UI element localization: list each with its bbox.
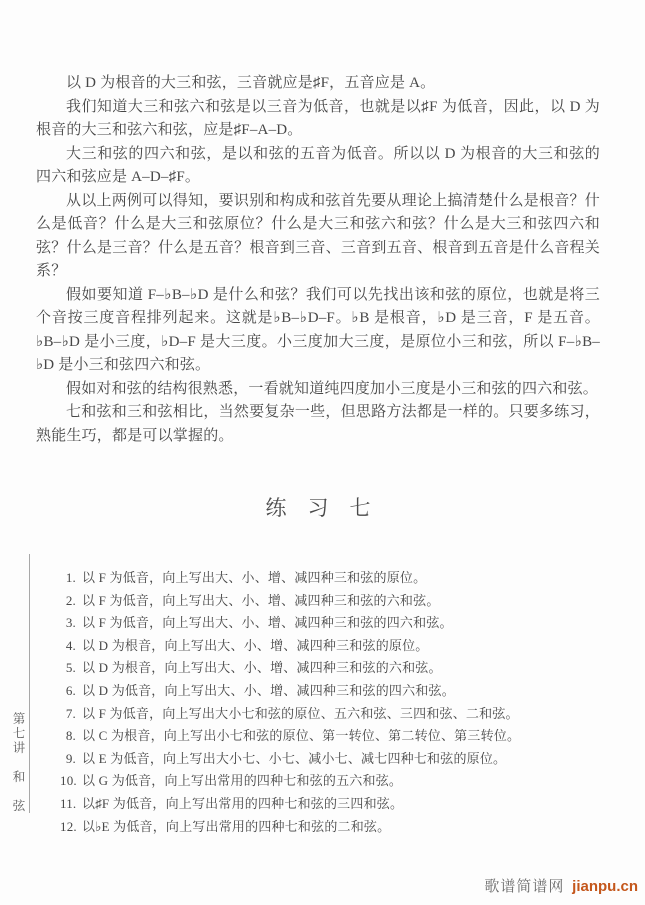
list-item	[36, 793, 600, 816]
list-item	[36, 725, 600, 748]
item-number: 1.	[65, 570, 76, 585]
list-item	[36, 703, 600, 726]
item-text: 以 F 为低音，向上写出大、小、增、减四种三和弦的四六和弦。	[82, 615, 453, 631]
item-number: 2.	[65, 592, 76, 608]
list-item	[36, 748, 600, 771]
item-text: 以 D 为根音，向上写出大、小、增、减四种三和弦的六和弦。	[82, 660, 442, 676]
body-paragraph: 大三和弦的四六和弦，是以和弦的五音为低音。所以以 D 为根音的大三和弦的四六和弦应是 A–D–♯F。	[36, 145, 600, 185]
list-item	[36, 680, 600, 703]
list-item	[36, 657, 600, 680]
item-text: 以 F 为低音，向上写出大、小、增、减四种三和弦的六和弦。	[82, 592, 440, 608]
body-paragraph: 假如要知道 F–♭B–♭D 是什么和弦？我们可以先找出该和弦的原位，也就是将三个音按三度音程排列起来。这就是♭B–♭D–F。♭B 是根音，♭D 是三音，F 是五音。♭B–♭D 是小三度，♭D–F 是大三度。小三度加大三度，是原位小三和弦，所以 F–♭B–♭D 是小三和弦四六和弦。	[36, 286, 600, 373]
item-number: 9.	[65, 750, 76, 766]
item-number: 11.	[60, 795, 77, 811]
list-item	[36, 612, 600, 635]
list-item	[36, 770, 600, 793]
body-paragraph: 我们知道大三和弦六和弦是以三音为低音，也就是以♯F 为低音，因此，以 D 为根音的大三和弦六和弦，应是♯F–A–D。	[36, 98, 600, 138]
margin-rule	[0, 554, 30, 813]
item-text: 以 F 为低音，向上写出大、小、增、减四种三和弦的原位。	[82, 570, 427, 585]
list-item	[36, 567, 600, 590]
exercise-list	[36, 567, 600, 838]
exercise-heading: 练 习 七	[265, 496, 371, 520]
item-number: 7.	[65, 705, 76, 721]
item-text: 以 G 为低音，向上写出常用的四种七和弦的五六和弦。	[82, 773, 403, 789]
item-text: 以 F 为低音，向上写出大小七和弦的原位、五六和弦、三四和弦、二和弦。	[82, 705, 519, 721]
item-number: 12.	[60, 818, 77, 834]
watermark-site-name: 歌谱简谱网	[484, 879, 565, 895]
item-number: 3.	[65, 615, 76, 631]
body-paragraph: 假如对和弦的结构很熟悉，一看就知道纯四度加小三度是小三和弦的四六和弦。	[66, 380, 599, 397]
item-text: 以 C 为根音，向上写出小七和弦的原位、第一转位、第二转位、第三转位。	[82, 728, 521, 744]
body-paragraph: 从以上两例可以得知，要识别和构成和弦首先要从理论上搞清楚什么是根音？什么是低音？什么是大三和弦原位？什么是大三和弦六和弦？什么是大三和弦四六和弦？什么是三音？什么是五音？根音到三音、三音到五音、根音到五音是什么音程关系？	[36, 192, 600, 279]
list-item	[36, 816, 600, 839]
item-text: 以 E 为低音，向上写出大小七、小七、减小七、减七四种七和弦的原位。	[82, 750, 507, 766]
item-number: 6.	[65, 682, 76, 698]
item-number: 5.	[65, 660, 76, 676]
page-body	[36, 72, 600, 838]
item-text: 以♭E 为低音，向上写出常用的四种七和弦的二和弦。	[82, 818, 391, 834]
chapter-margin-label: 第七讲 和 弦	[11, 711, 25, 813]
item-text: 以 D 为根音，向上写出大、小、增、减四种三和弦的原位。	[82, 637, 429, 653]
list-item	[36, 635, 600, 658]
list-item	[36, 590, 600, 613]
body-paragraph: 以 D 为根音的大三和弦，三音就应是♯F，五音应是 A。	[66, 75, 436, 91]
item-number: 4.	[65, 637, 76, 653]
watermark-site-url: jianpu.cn	[572, 878, 638, 895]
item-text: 以♯F 为低音，向上写出常用的四种七和弦的三四和弦。	[82, 795, 404, 811]
item-number: 8.	[65, 728, 76, 744]
item-number: 10.	[60, 773, 77, 789]
body-paragraph: 七和弦和三和弦相比，当然要复杂一些，但思路方法都是一样的。只要多练习，熟能生巧，都是可以掌握的。	[36, 404, 600, 444]
site-watermark	[484, 875, 638, 896]
item-text: 以 D 为低音，向上写出大、小、增、减四种三和弦的四六和弦。	[82, 682, 455, 698]
